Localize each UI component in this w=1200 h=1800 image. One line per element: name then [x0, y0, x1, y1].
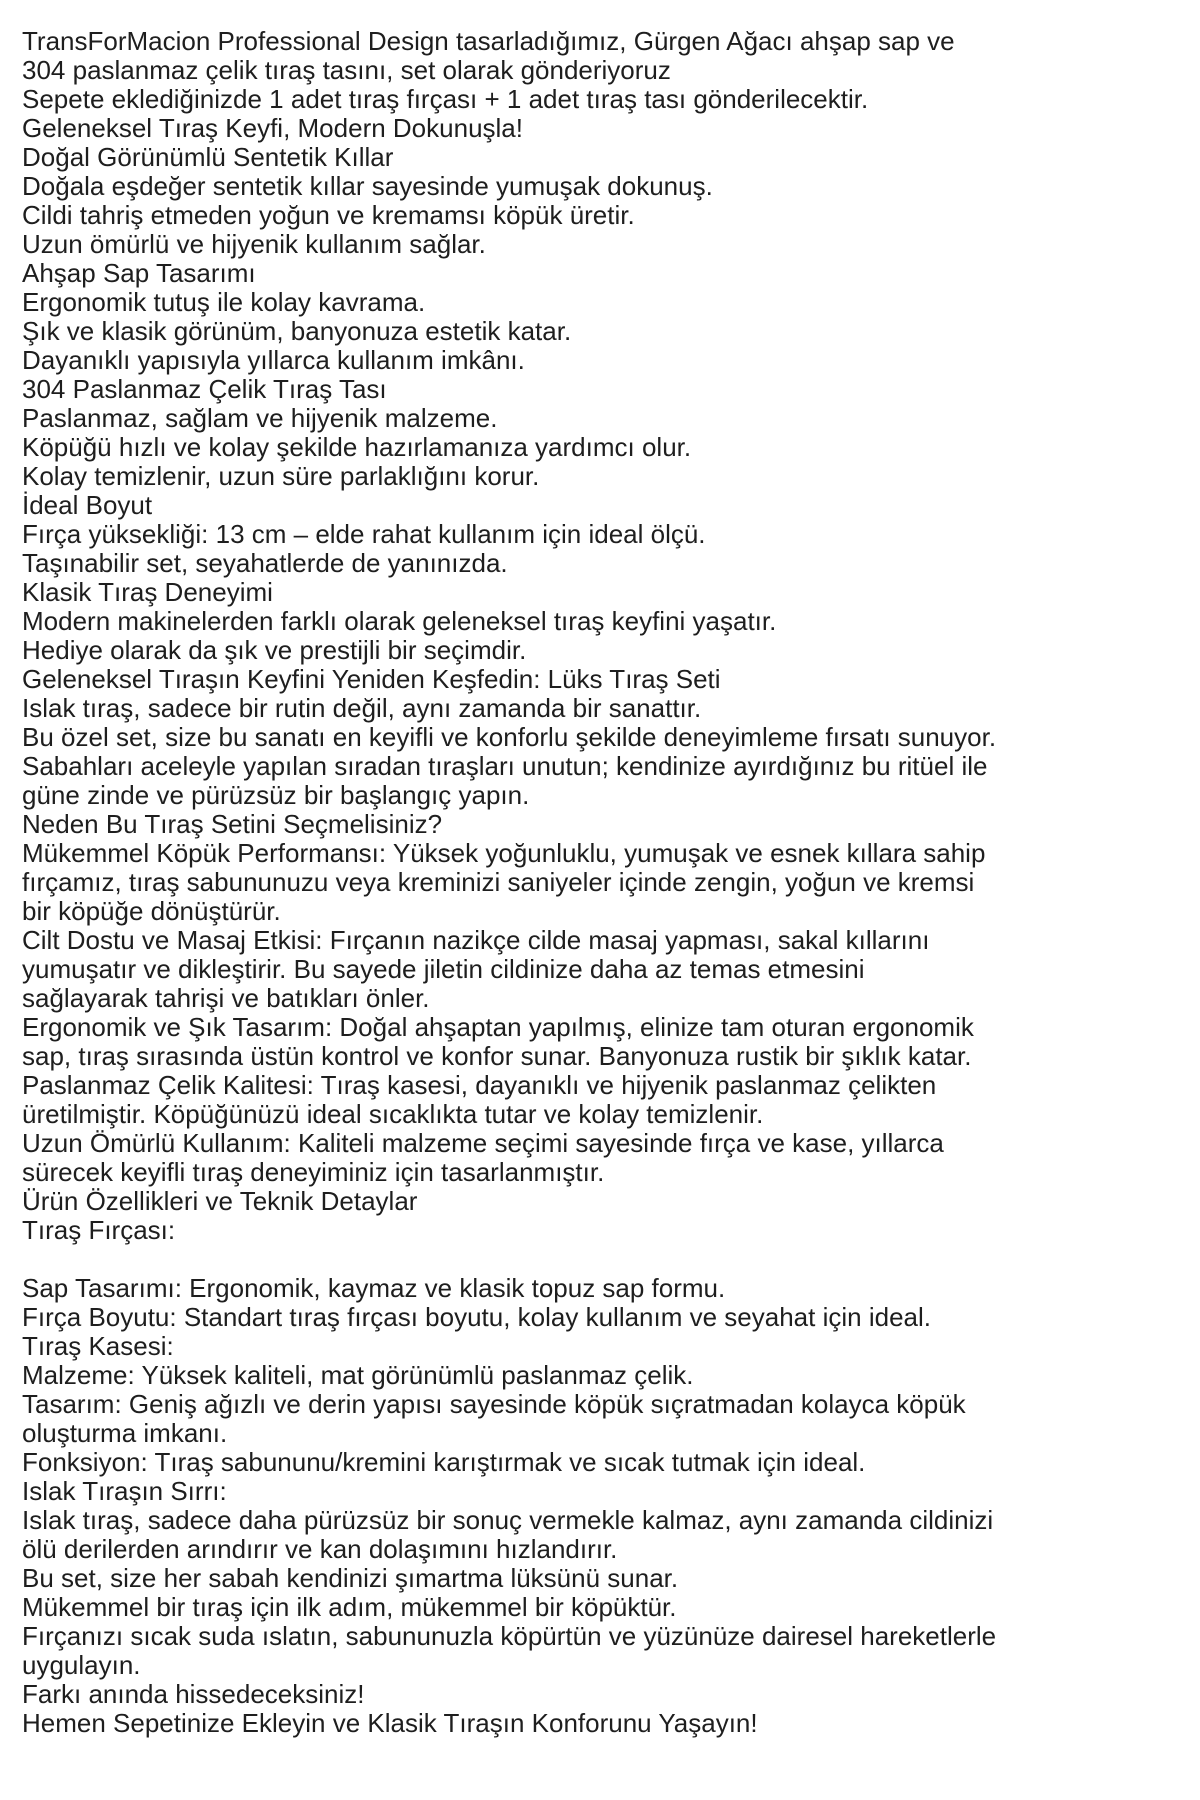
- text-line: Paslanmaz Çelik Kalitesi: Tıraş kasesi, dayanıklı ve hijyenik paslanmaz çelikten: [22, 1070, 937, 1100]
- text-line: Ergonomik tutuş ile kolay kavrama.: [22, 287, 426, 317]
- text-line: Fırça Boyutu: Standart tıraş fırçası boyutu, kolay kullanım ve seyahat için ideal.: [22, 1302, 931, 1332]
- text-line: sağlayarak tahrişi ve batıkları önler.: [22, 983, 430, 1013]
- text-line: İdeal Boyut: [22, 490, 153, 520]
- text-line: Bu set, size her sabah kendinizi şımartma lüksünü sunar.: [22, 1563, 679, 1593]
- text-line: Tıraş Fırçası:: [22, 1215, 176, 1245]
- text-line: Islak Tıraşın Sırrı:: [22, 1476, 227, 1506]
- text-line: Fonksiyon: Tıraş sabununu/kremini karıştırmak ve sıcak tutmak için ideal.: [22, 1447, 866, 1477]
- text-line: Geleneksel Tıraş Keyfi, Modern Dokunuşla!: [22, 113, 523, 143]
- text-line: Neden Bu Tıraş Setini Seçmelisiniz?: [22, 809, 443, 839]
- text-line: Cildi tahriş etmeden yoğun ve kremamsı köpük üretir.: [22, 200, 635, 230]
- text-line: Hediye olarak da şık ve prestijli bir seçimdir.: [22, 635, 527, 665]
- text-line: Cilt Dostu ve Masaj Etkisi: Fırçanın nazikçe cilde masaj yapması, sakal kıllarını: [22, 925, 930, 955]
- text-line: Ergonomik ve Şık Tasarım: Doğal ahşaptan yapılmış, elinize tam oturan ergonomik: [22, 1012, 974, 1042]
- text-line: Fırçanızı sıcak suda ıslatın, sabununuzla köpürtün ve yüzünüze dairesel hareketlerle: [22, 1621, 997, 1651]
- text-line: Ahşap Sap Tasarımı: [22, 258, 256, 288]
- text-line: Kolay temizlenir, uzun süre parlaklığını korur.: [22, 461, 540, 491]
- text-line: Klasik Tıraş Deneyimi: [22, 577, 273, 607]
- text-line: ölü derilerden arındırır ve kan dolaşımını hızlandırır.: [22, 1534, 618, 1564]
- text-line: Hemen Sepetinize Ekleyin ve Klasik Tıraşın Konforunu Yaşayın!: [22, 1708, 758, 1738]
- text-line: Paslanmaz, sağlam ve hijyenik malzeme.: [22, 403, 498, 433]
- text-line: Mükemmel Köpük Performansı: Yüksek yoğunluklu, yumuşak ve esnek kıllara sahip: [22, 838, 986, 868]
- text-line: Modern makinelerden farklı olarak geleneksel tıraş keyfini yaşatır.: [22, 606, 777, 636]
- text-line: Doğal Görünümlü Sentetik Kıllar: [22, 142, 394, 172]
- text-line: güne zinde ve pürüzsüz bir başlangıç yapın.: [22, 780, 530, 810]
- text-line: Mükemmel bir tıraş için ilk adım, mükemmel bir köpüktür.: [22, 1592, 677, 1622]
- text-line: Doğala eşdeğer sentetik kıllar sayesinde yumuşak dokunuş.: [22, 171, 713, 201]
- text-line: TransForMacion Professional Design tasarladığımız, Gürgen Ağacı ahşap sap ve: [22, 26, 955, 56]
- text-line: Fırça yüksekliği: 13 cm – elde rahat kullanım için ideal ölçü.: [22, 519, 706, 549]
- text-line: Uzun Ömürlü Kullanım: Kaliteli malzeme seçimi sayesinde fırça ve kase, yıllarca: [22, 1128, 944, 1158]
- text-line: Ürün Özellikleri ve Teknik Detaylar: [22, 1186, 418, 1216]
- text-line: Dayanıklı yapısıyla yıllarca kullanım imkânı.: [22, 345, 525, 375]
- text-line: Şık ve klasik görünüm, banyonuza estetik katar.: [22, 316, 572, 346]
- text-line: 304 paslanmaz çelik tıraş tasını, set olarak gönderiyoruz: [22, 55, 671, 85]
- text-line: sap, tıraş sırasında üstün kontrol ve konfor sunar. Banyonuza rustik bir şıklık katar.: [22, 1041, 972, 1071]
- text-line: uygulayın.: [22, 1650, 141, 1680]
- text-line: Geleneksel Tıraşın Keyfini Yeniden Keşfedin: Lüks Tıraş Seti: [22, 664, 721, 694]
- text-line: Islak tıraş, sadece bir rutin değil, aynı zamanda bir sanattır.: [22, 693, 702, 723]
- text-line: üretilmiştir. Köpüğünüzü ideal sıcaklıkta tutar ve kolay temizlenir.: [22, 1099, 764, 1129]
- text-line: Tıraş Kasesi:: [22, 1331, 174, 1361]
- blank-line: [22, 1245, 1190, 1274]
- product-description-text: [22, 27, 1190, 1738]
- text-line: Bu özel set, size bu sanatı en keyifli ve konforlu şekilde deneyimleme fırsatı sunuyor.: [22, 722, 997, 752]
- text-line: Farkı anında hissedeceksiniz!: [22, 1679, 365, 1709]
- text-line: bir köpüğe dönüştürür.: [22, 896, 281, 926]
- text-line: Islak tıraş, sadece daha pürüzsüz bir sonuç vermekle kalmaz, aynı zamanda cildinizi: [22, 1505, 994, 1535]
- text-line: Sabahları aceleyle yapılan sıradan tıraşları unutun; kendinize ayırdığınız bu ritüel ile: [22, 751, 988, 781]
- text-line: Tasarım: Geniş ağızlı ve derin yapısı sayesinde köpük sıçratmadan kolayca köpük: [22, 1389, 966, 1419]
- text-line: sürecek keyifli tıraş deneyiminiz için tasarlanmıştır.: [22, 1157, 605, 1187]
- text-line: Taşınabilir set, seyahatlerde de yanınızda.: [22, 548, 508, 578]
- text-line: yumuşatır ve dikleştirir. Bu sayede jiletin cildinize daha az temas etmesini: [22, 954, 865, 984]
- text-line: 304 Paslanmaz Çelik Tıraş Tası: [22, 374, 387, 404]
- text-line: Köpüğü hızlı ve kolay şekilde hazırlamanıza yardımcı olur.: [22, 432, 692, 462]
- text-line: Sap Tasarımı: Ergonomik, kaymaz ve klasik topuz sap formu.: [22, 1273, 726, 1303]
- text-line: Sepete eklediğinizde 1 adet tıraş fırçası + 1 adet tıraş tası gönderilecektir.: [22, 84, 869, 114]
- text-line: fırçamız, tıraş sabununuzu veya kreminizi saniyeler içinde zengin, yoğun ve kremsi: [22, 867, 975, 897]
- text-line: oluşturma imkanı.: [22, 1418, 228, 1448]
- text-line: Malzeme: Yüksek kaliteli, mat görünümlü paslanmaz çelik.: [22, 1360, 694, 1390]
- text-line: Uzun ömürlü ve hijyenik kullanım sağlar.: [22, 229, 486, 259]
